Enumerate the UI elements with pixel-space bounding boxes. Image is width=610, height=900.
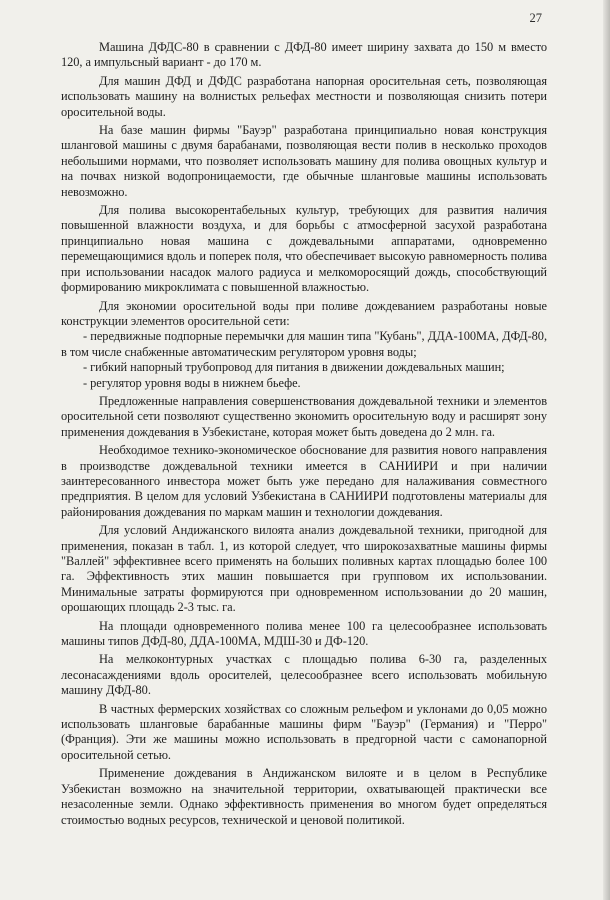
paragraph-small-area-machines: На площади одновременного полива менее 100 га целесообразнее использовать машины типов ДФД-80, ДДА-100МА, МДШ-30 и ДФ-120. (61, 618, 547, 649)
paragraph-conclusion: Применение дождевания в Андижанском вилояте и в целом в Республике Узбекистан возможно на значительной территории, охватывающей практически все незасоленные земли. Однако эффективность применения во многом будет определяться стоимостью водных ресурсов, технической и ценовой политикой. (61, 766, 547, 827)
page-number: 27 (529, 11, 542, 25)
paragraph-private-farms: В частных фермерских хозяйствах со сложным рельефом и уклонами до 0,05 можно использовать шланговые барабанные машины фирм "Бауэр" (Германия) и "Перро" (Франция). Эти же машины можно использовать в предгорной части с самонапорной оросительной сетью. (61, 701, 547, 762)
paragraph-water-saving-intro: Для экономии оросительной воды при поливе дождеванием разработаны новые конструкции элементов оросительной сети: (61, 298, 547, 328)
body-text (61, 40, 547, 831)
paragraph-improvement-directions: Предложенные направления совершенствования дождевальной техники и элементов оросительной сети позволяют существенно экономить оросительную воду и расширят зону применения дождевания в Узбекистане, которая может быть доведена до 2 млн. га. (61, 393, 547, 439)
paragraph-andijan-analysis: Для условий Андижанского вилоята анализ дождевальной техники, пригодной для применения, показан в табл. 1, из которой следует, что широкозахватные машины фирмы "Валлей" эффективнее всего применять на больших поливных картах площадью более 100 га. Эффективность этих машин повышается при групповом их использовании. Минимальные затраты формируются при одновременном использовании до 20 машин, орошающих площадь 2-3 тыс. га. (61, 523, 547, 615)
paragraph-bauer-hose-machine: На базе машин фирмы "Бауэр" разработана принципиально новая конструкция шланговой машины с двумя барабанами, позволяющая вести полив в несколько проходов небольшими нормами, что позволяет использовать машину для полива овощных культур и на почвах низкой водопроницаемости, где обычные шланговые машины использовать невозможно. (61, 123, 547, 199)
list-item-flexible-pipeline: - гибкий напорный трубопровод для питания в движении дождевальных машин; (83, 360, 505, 375)
list-item-check-dams: - передвижные подпорные перемычки для машин типа "Кубань", ДДА-100МА, ДФД-80, в том числе снабженные автоматическим регулятором уровня воды; (61, 329, 547, 359)
paragraph-dfds-width: Машина ДФДС-80 в сравнении с ДФД-80 имеет ширину захвата до 150 м вместо 120, а импульсный вариант - до 170 м. (61, 40, 547, 70)
paragraph-humidity-machine: Для полива высокорентабельных культур, требующих для развития наличия повышенной влажности воздуха, и для борьбы с атмосферной засухой разработана принципиально новая машина с дождевальными аппаратами, одновременно перемещающимися вдоль и поперек поля, что обеспечивает высокую равномерность полива при использовании насадок малого радиуса и мелкоморосящий дождь, способствующий формированию микроклимата с повышенной влажностью. (61, 203, 547, 295)
scan-edge-shadow (603, 0, 610, 900)
paragraph-small-plots: На мелкоконтурных участках с площадью полива 6-30 га, разделенных лесонасаждениями вдоль оросителей, целесообразнее всего использовать мобильную машину ДФД-80. (61, 652, 547, 698)
list-item-level-regulator: - регулятор уровня воды в нижнем бьефе. (83, 375, 301, 390)
paragraph-feasibility-study: Необходимое технико-экономическое обоснование для развития нового направления в производстве дождевальной техники имеется в САНИИРИ и при наличии заинтересованного инвестора может быть уже передано для налаживания совместного предприятия. В целом для условий Узбекистана в САНИИРИ подготовлены материалы для районирования дождевания по маркам машин и технологии дождевания. (61, 443, 547, 519)
paragraph-pressure-network: Для машин ДФД и ДФДС разработана напорная оросительная сеть, позволяющая использовать машину на волнистых рельефах местности и позволяющая снизить потери оросительной воды. (61, 73, 547, 119)
